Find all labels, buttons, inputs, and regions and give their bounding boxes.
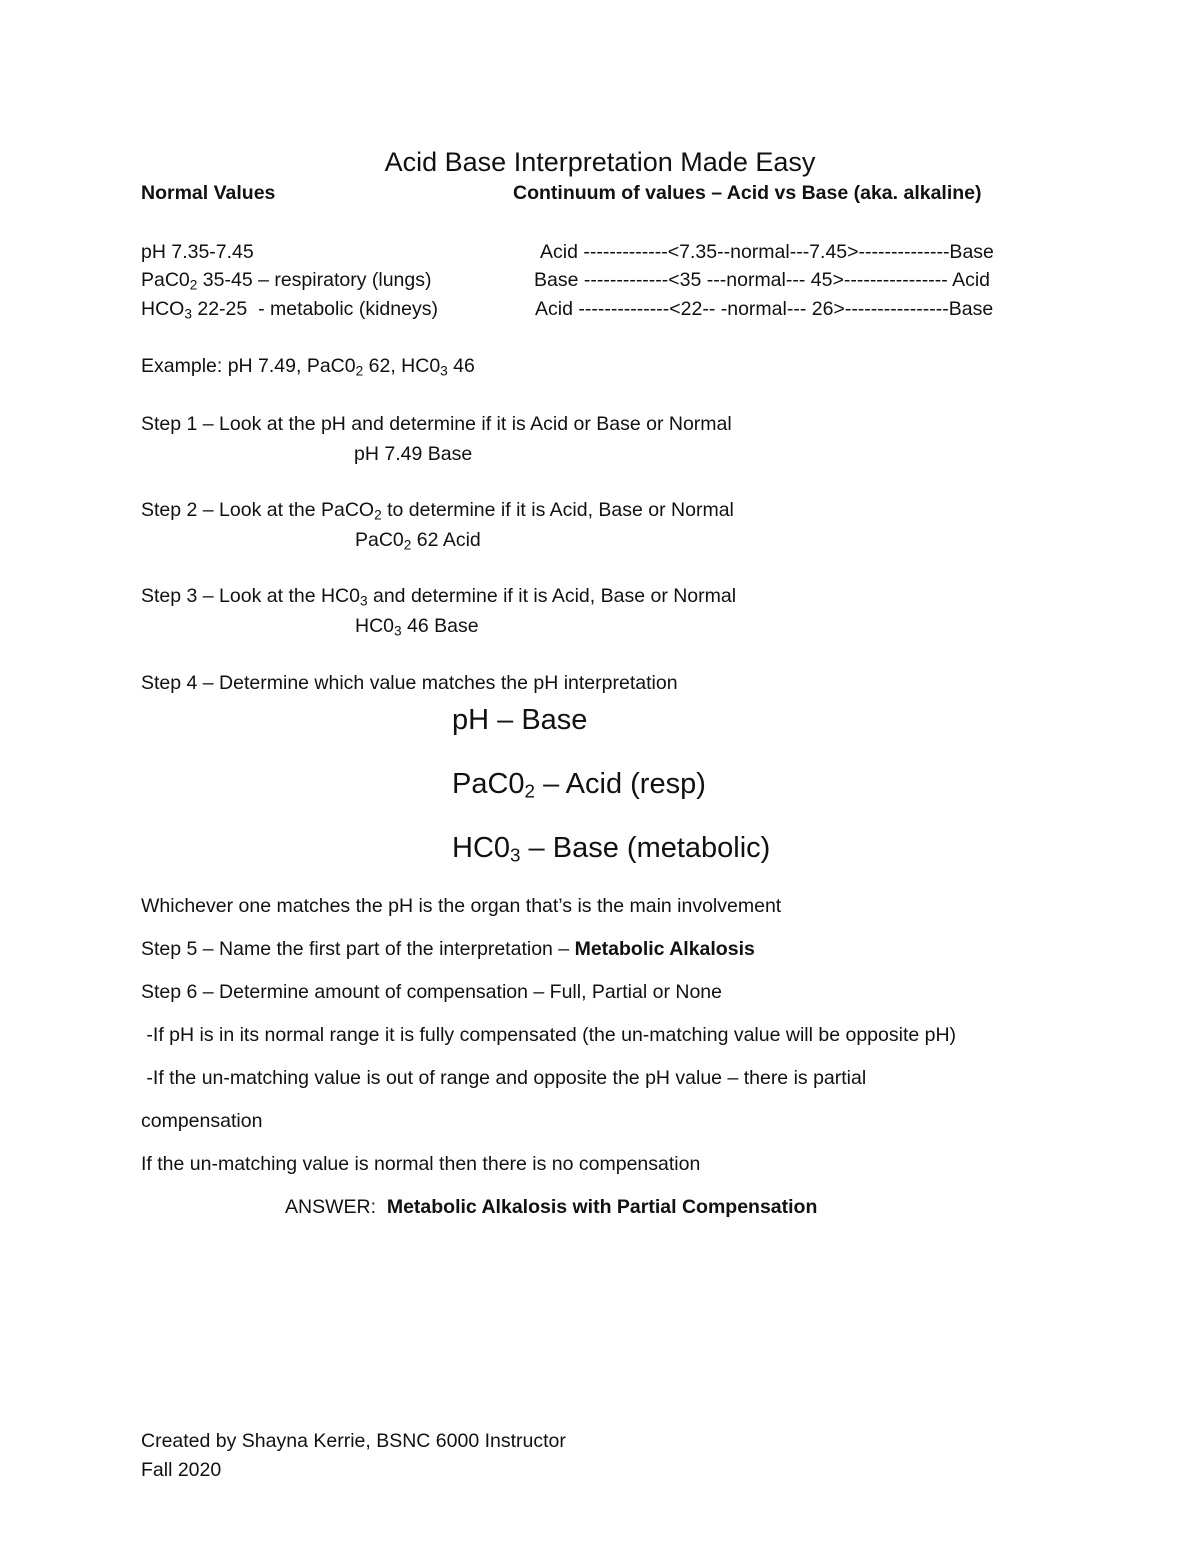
step3-result: $HC0_3$ 46 Base: [355, 615, 479, 639]
rule-partial: -If the un-matching value is out of range and opposite the pH value – there is partial: [141, 1067, 867, 1089]
whichever-text: Whichever one matches the pH is the organ that’s is the main involvement: [141, 895, 782, 917]
step3-text: Step 3 – Look at the $HC0_3$ and determine if it is Acid, Base or Normal: [141, 585, 737, 609]
summary-ph: pH – Base: [452, 704, 588, 736]
rule-full: -If pH is in its normal range it is fully compensated (the un-matching value will be opposite pH): [141, 1024, 957, 1046]
normal-values-header: Normal Values: [141, 182, 276, 204]
step2-result: $PaC0_2$ 62 Acid: [355, 529, 481, 553]
continuum-ph: Acid -------------<7.35--normal---7.45>--------------Base: [540, 241, 994, 263]
ph-base-highlight: B: [521, 704, 541, 736]
continuum-hco3: Acid --------------<22-- -normal--- 26>----------------Base: [535, 298, 994, 320]
rule-none: If the un-matching value is normal then there is no compensation: [141, 1153, 701, 1175]
normal-ph: pH 7.35-7.45: [141, 241, 254, 263]
summary-hco3: $HC0_3$ – Base (metabolic): [452, 832, 771, 866]
summary-paco2: $PaC0_2$ – Acid (resp): [452, 768, 706, 802]
answer-line: ANSWER: Metabolic Alkalosis with Partial Compensation: [285, 1196, 818, 1218]
step2-text: Step 2 – Look at the PaCO$_2$ to determine if it is Acid, Base or Normal: [141, 499, 734, 523]
normal-hco3: $HCO_3$ 22-25 - metabolic (kidneys): [141, 298, 438, 322]
step6-text: Step 6 – Determine amount of compensation – Full, Partial or None: [141, 981, 722, 1003]
footer-author: Created by Shayna Kerrie, BSNC 6000 Instructor: [141, 1430, 566, 1452]
example-line: Example: pH 7.49, $PaC0_2$ 62, $HC0_3$ 46: [141, 355, 475, 379]
step1-text: Step 1 – Look at the pH and determine if it is Acid or Base or Normal: [141, 413, 732, 435]
step1-result: pH 7.49 Base: [354, 443, 473, 465]
rule-partial-cont: compensation: [141, 1110, 263, 1132]
normal-paco2: $PaC0_2$ 35-45 – respiratory (lungs): [141, 269, 432, 293]
step5-text: Step 5 – Name the first part of the interpretation – Metabolic Alkalosis: [141, 938, 755, 960]
continuum-paco2: Base -------------<35 ---normal--- 45>---------------- Acid: [534, 269, 991, 291]
step4-text: Step 4 – Determine which value matches the pH interpretation: [141, 672, 678, 694]
continuum-header: Continuum of values – Acid vs Base (aka. alkaline): [513, 182, 982, 204]
page-title: Acid Base Interpretation Made Easy: [384, 147, 816, 177]
hco3-base-highlight: B: [552, 832, 573, 864]
footer-term: Fall 2020: [141, 1459, 222, 1481]
